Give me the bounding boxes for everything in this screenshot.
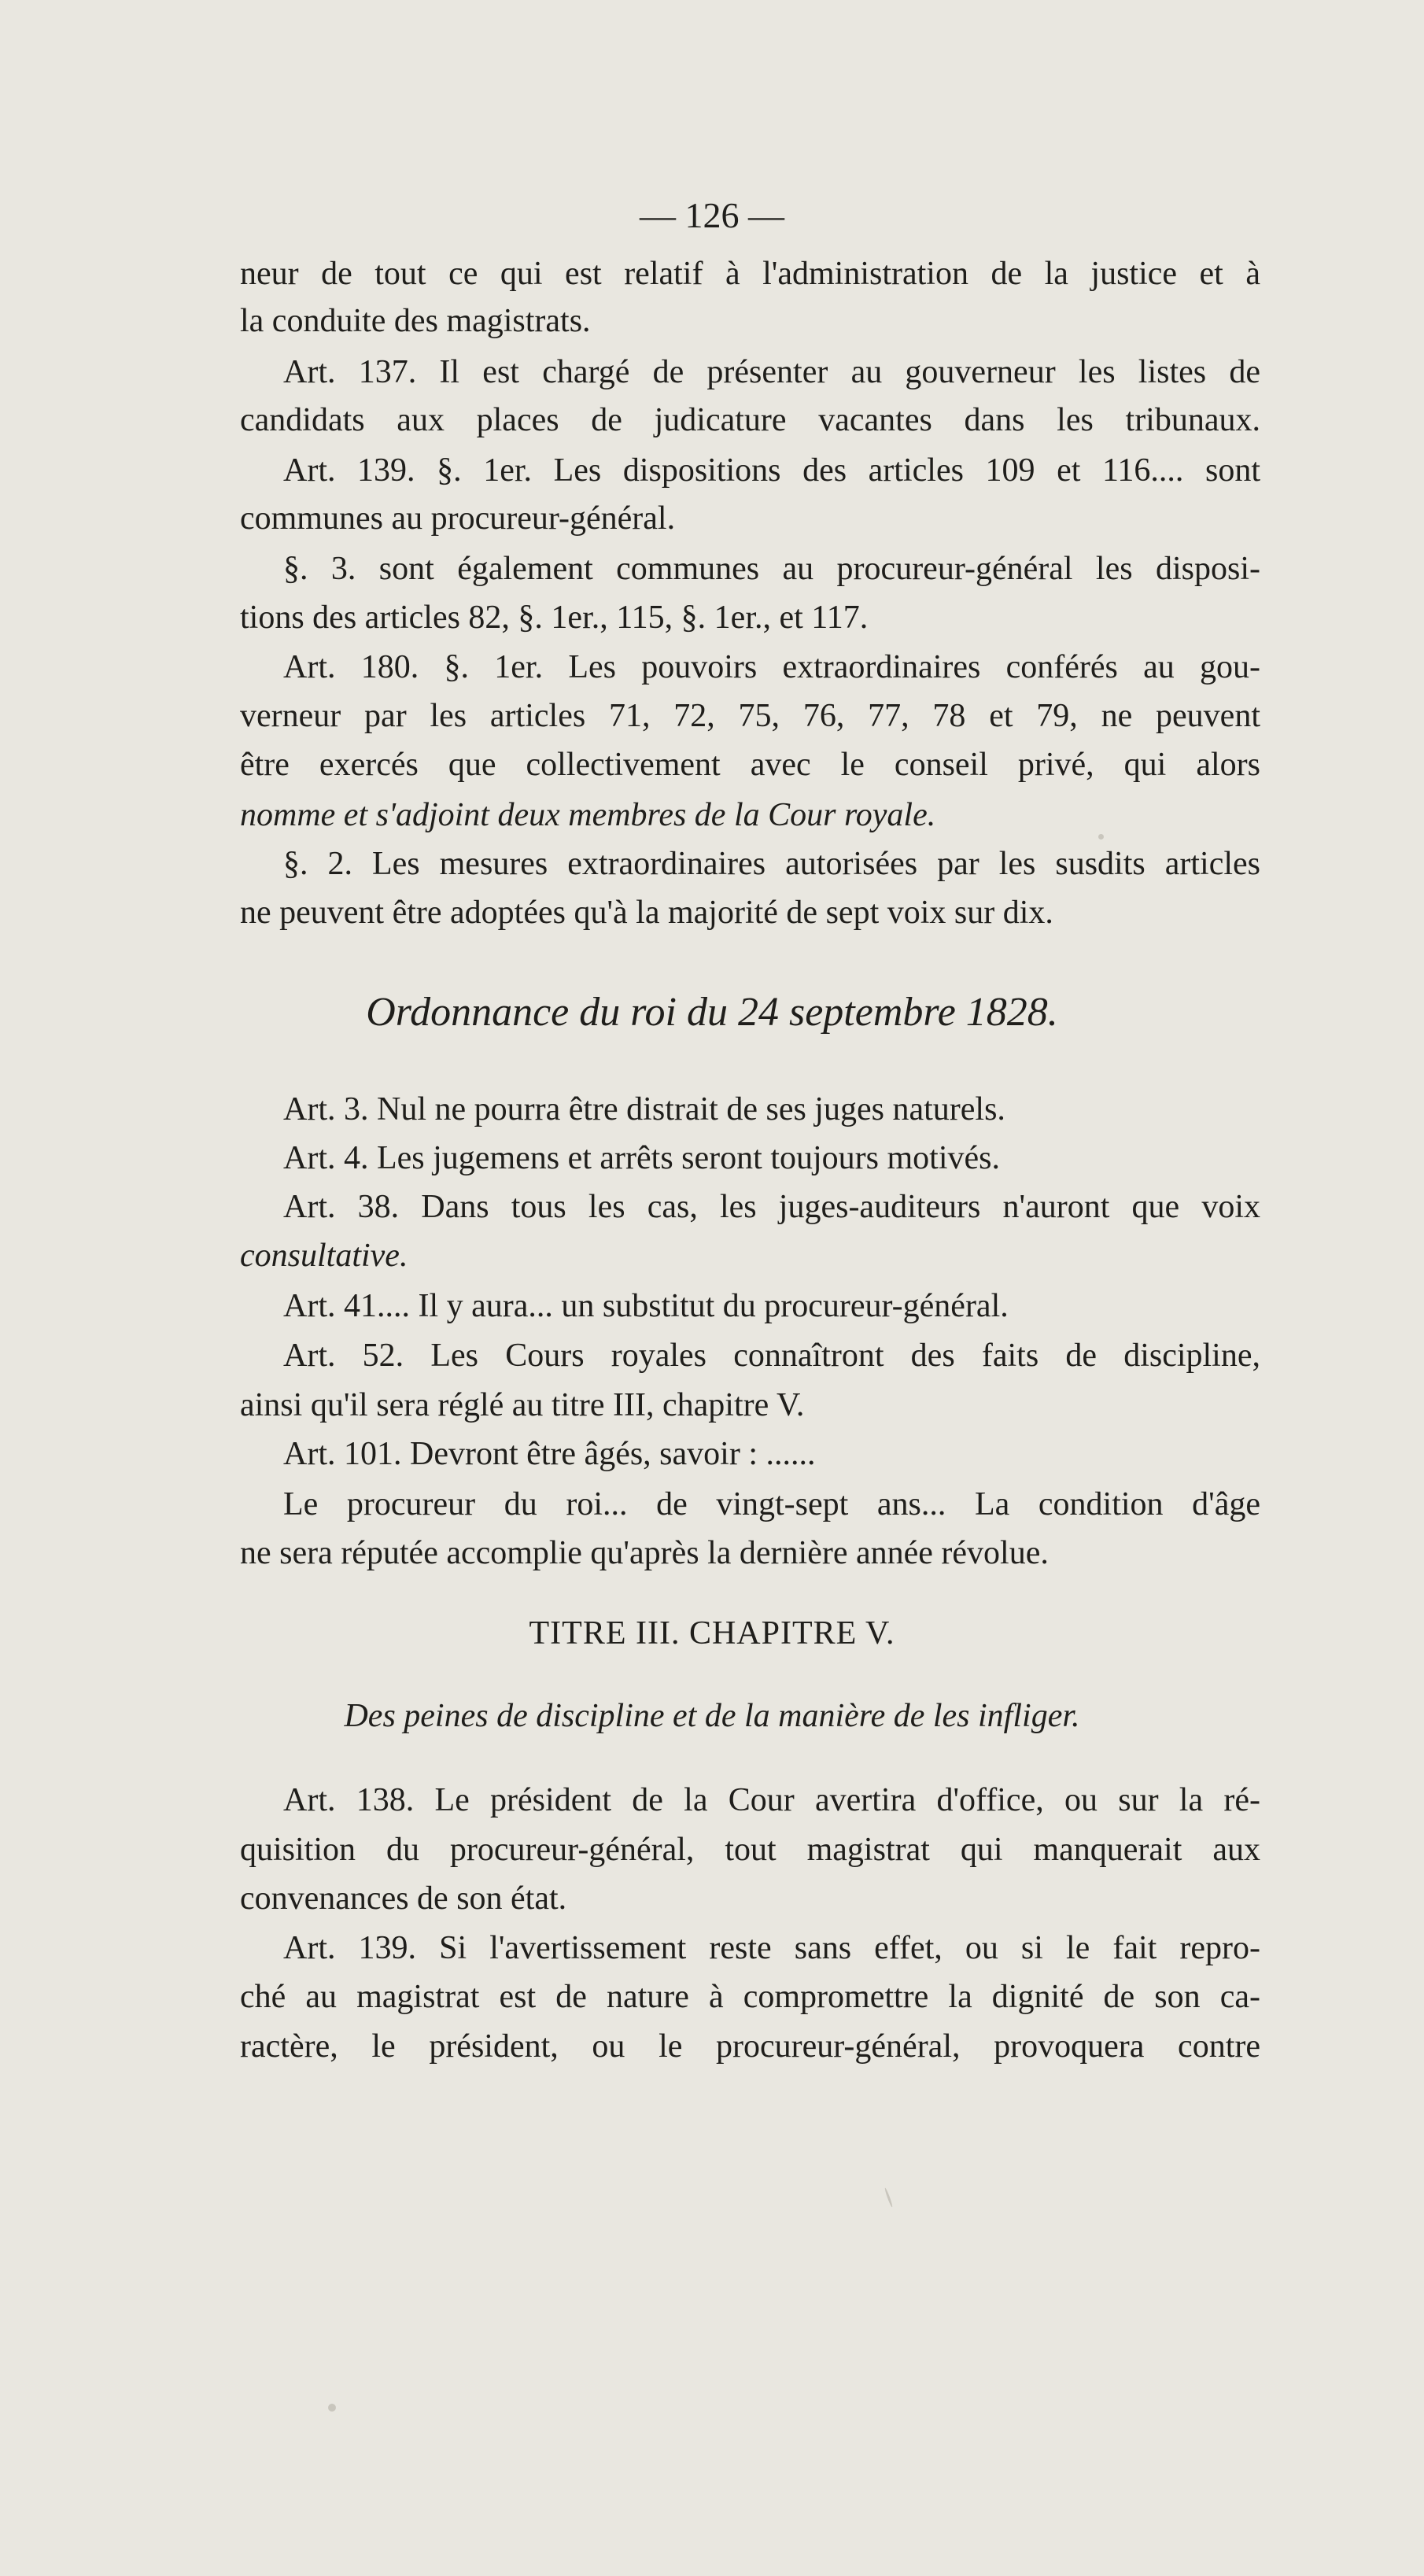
text-line: consultative. [240,1238,408,1274]
text-line: Art. 139. Si l'avertissement reste sans effet, ou si le fait repro- [283,1930,1260,1966]
text-line: §. 3. sont également communes au procureur-général les disposi- [283,551,1260,587]
text-line: ché au magistrat est de nature à compromettre la dignité de son ca- [240,1979,1260,2015]
paper-speck [328,2404,336,2412]
ordonnance-heading: Ordonnance du roi du 24 septembre 1828. [366,990,1058,1035]
text-line: verneur par les articles 71, 72, 75, 76, 77, 78 et 79, ne peuvent [240,698,1260,734]
text-line: Art. 137. Il est chargé de présenter au gouverneur les listes de [283,354,1260,390]
text-line: Art. 41.... Il y aura... un substitut du procureur-général. [283,1288,1009,1324]
text-line: ainsi qu'il sera réglé au titre III, chapitre V. [240,1387,805,1423]
text-line: Art. 138. Le président de la Cour avertira d'office, ou sur la ré- [283,1782,1260,1818]
text-line: convenances de son état. [240,1880,567,1917]
text-line: Art. 4. Les jugemens et arrêts seront toujours motivés. [283,1140,1000,1176]
text-line: §. 2. Les mesures extraordinaires autorisées par les susdits articles [283,846,1260,882]
text-line: ractère, le président, ou le procureur-général, provoquera contre [240,2028,1260,2065]
text-line: Art. 38. Dans tous les cas, les juges-auditeurs n'auront que voix [283,1189,1260,1225]
text-line: ne sera réputée accomplie qu'après la dernière année révolue. [240,1535,1049,1571]
paper-speck [1098,834,1104,840]
text-line: nomme et s'adjoint deux membres de la Cour royale. [240,797,936,833]
text-line: candidats aux places de judicature vacantes dans les tribunaux. [240,402,1260,438]
text-line: ne peuvent être adoptées qu'à la majorité de sept voix sur dix. [240,895,1053,931]
text-line: neur de tout ce qui est relatif à l'administration de la justice et à [240,256,1260,292]
text-line: Art. 139. §. 1er. Les dispositions des articles 109 et 116.... sont [283,452,1260,489]
text-line: Le procureur du roi... de vingt-sept ans... La condition d'âge [283,1486,1260,1522]
text-line: être exercés que collectivement avec le conseil privé, qui alors [240,747,1260,783]
titre-heading: TITRE III. CHAPITRE V. [529,1615,895,1652]
text-line: Art. 180. §. 1er. Les pouvoirs extraordinaires conférés au gou- [283,649,1260,685]
text-line: tions des articles 82, §. 1er., 115, §. 1er., et 117. [240,600,869,636]
text-line: la conduite des magistrats. [240,303,591,339]
page-number: — 126 — [640,195,784,235]
text-line: communes au procureur-général. [240,500,676,537]
paper-speck [884,2187,894,2207]
titre-subheading: Des peines de discipline et de la manière de les infliger. [344,1698,1080,1734]
text-line: Art. 52. Les Cours royales connaîtront des faits de discipline, [283,1338,1260,1374]
text-line: Art. 3. Nul ne pourra être distrait de ses juges naturels. [283,1091,1005,1127]
text-line: quisition du procureur-général, tout magistrat qui manquerait aux [240,1832,1260,1868]
text-line: Art. 101. Devront être âgés, savoir : ...... [283,1436,816,1472]
